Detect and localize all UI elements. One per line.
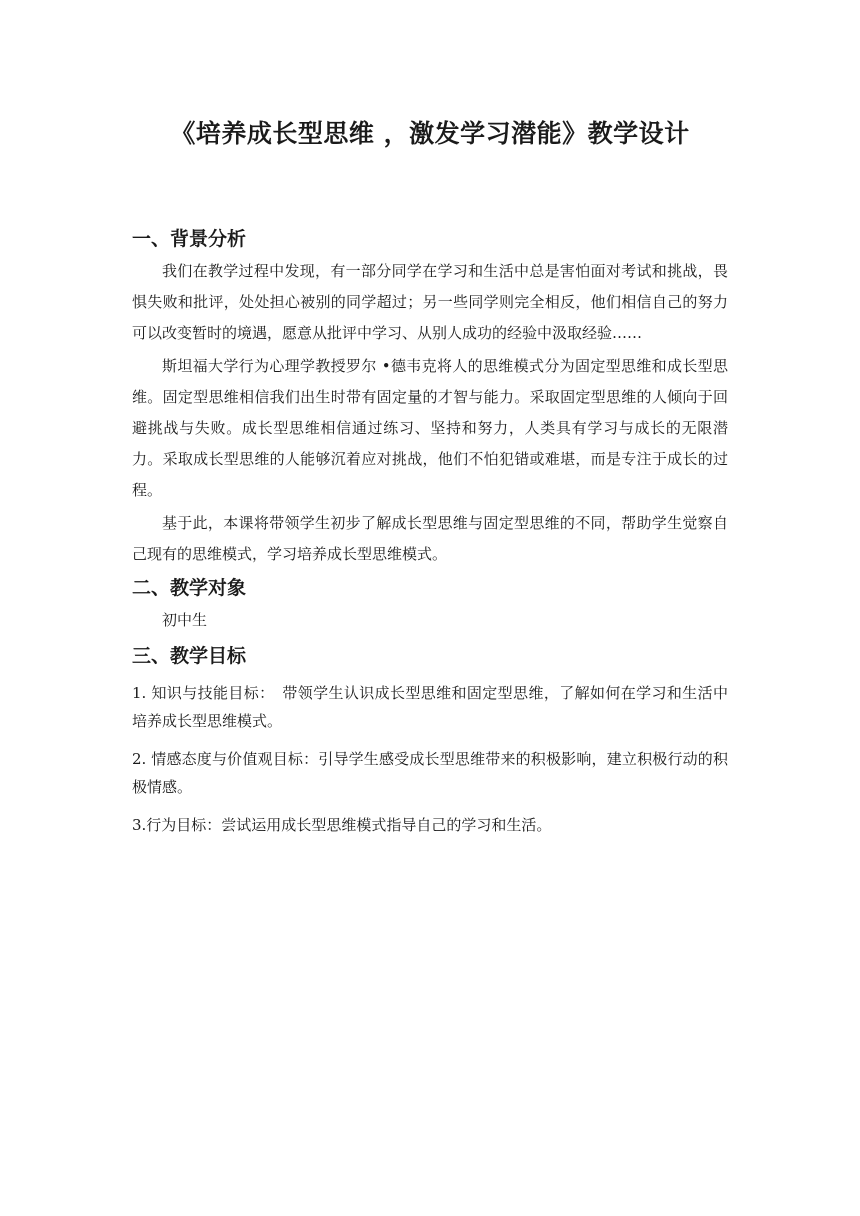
background-paragraph-2: 斯坦福大学行为心理学教授罗尔 •德韦克将人的思维模式分为固定型思维和成长型思维。固定型思维相信我们出生时带有固定量的才智与能力。采取固定型思维的人倾向于回避挑战与失败。成长型思维相信通过练习、坚持和努力，人类具有学习与成长的无限潜力。采取成长型思维的人能够沉着应对挑战，他们不怕犯错或难堪，而是专注于成长的过程。 bbox=[132, 357, 728, 499]
document-title: 《培养成长型思维 ，激发学习潜能》教学设计 bbox=[170, 119, 690, 148]
section-heading-audience: 二、教学对象 bbox=[132, 577, 247, 599]
background-paragraph-3: 基于此，本课将带领学生初步了解成长型思维与固定型思维的不同，帮助学生觉察自己现有的思维模式，学习培养成长型思维模式。 bbox=[132, 514, 728, 563]
objective-item-1: 1. 知识与技能目标： 带领学生认识成长型思维和固定型思维，了解如何在学习和生活中培养成长型思维模式。 bbox=[132, 684, 728, 730]
document-body bbox=[132, 225, 728, 849]
audience-paragraph: 初中生 bbox=[162, 611, 208, 629]
objective-item-3: 3.行为目标：尝试运用成长型思维模式指导自己的学习和生活。 bbox=[132, 816, 552, 834]
section-heading-objectives: 三、教学目标 bbox=[132, 645, 247, 667]
section-heading-background: 一、背景分析 bbox=[132, 228, 247, 250]
objective-item-2: 2. 情感态度与价值观目标：引导学生感受成长型思维带来的积极影响，建立积极行动的积极情感。 bbox=[132, 750, 728, 796]
background-paragraph-1: 我们在教学过程中发现，有一部分同学在学习和生活中总是害怕面对考试和挑战，畏惧失败和批评，处处担心被别的同学超过；另一些同学则完全相反，他们相信自己的努力可以改变暂时的境遇，愿意从批评中学习、从别人成功的经验中汲取经验…… bbox=[132, 262, 728, 342]
